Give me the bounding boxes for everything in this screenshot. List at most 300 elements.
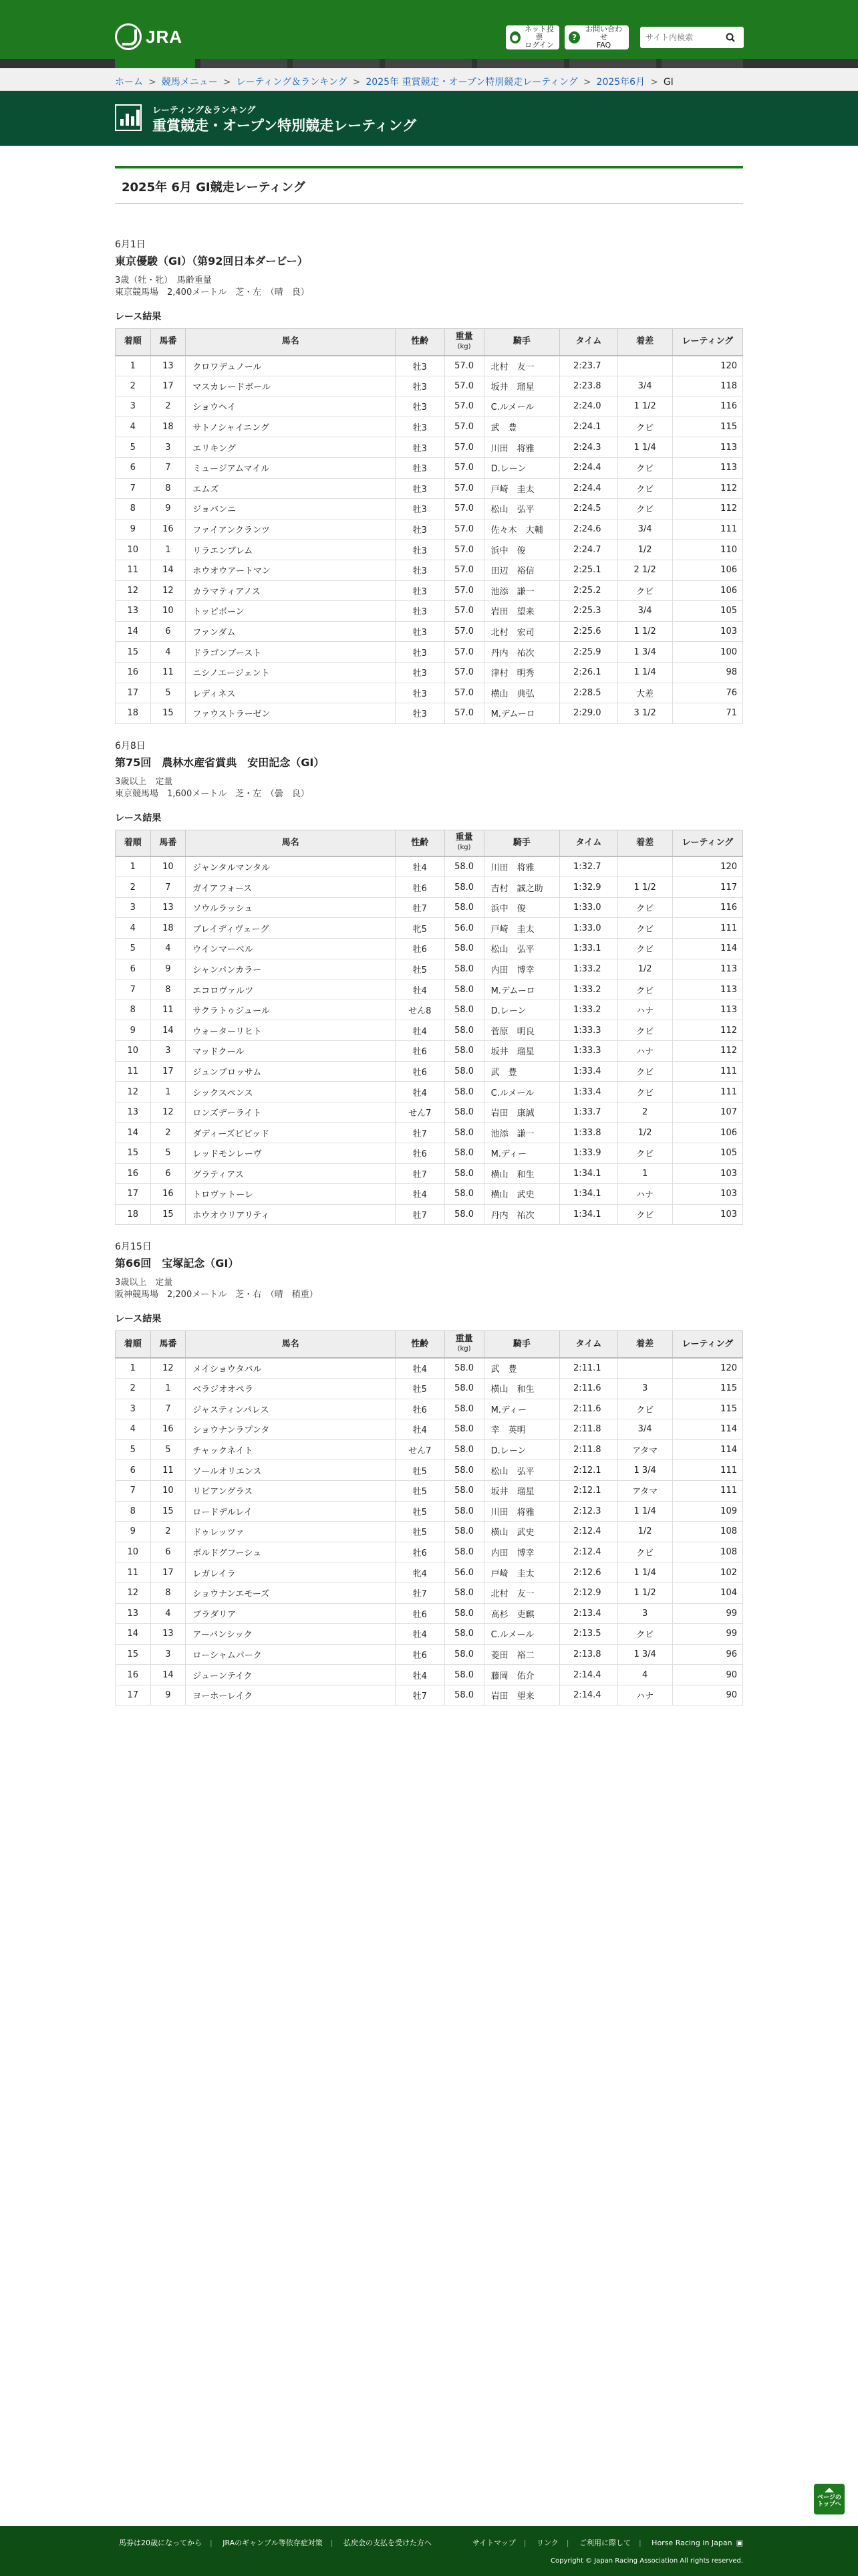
table-cell: クビ (617, 1061, 672, 1082)
horse-name-cell: ニシノエージェント (186, 662, 396, 683)
table-cell: 牡3 (395, 580, 444, 601)
table-cell: 2:11.8 (560, 1439, 617, 1460)
footer-link-gambling[interactable]: JRAのギャンブル等依存症対策 (223, 2539, 323, 2547)
table-cell: 58.0 (444, 1000, 484, 1020)
table-cell: 2:24.4 (560, 478, 617, 499)
horse-name-cell: ファンダム (186, 621, 396, 642)
horse-name-cell: エコロヴァルツ (186, 979, 396, 1000)
table-row (116, 1358, 743, 1379)
horse-name-cell: ガイアフォース (186, 877, 396, 898)
table-cell: 9 (150, 1685, 186, 1706)
table-cell: 8 (150, 1583, 186, 1603)
col-header-name: 馬名 (186, 1331, 396, 1358)
horse-name-cell: クロワデュノール (186, 356, 396, 376)
results-label: レース結果 (115, 1314, 162, 1325)
col-header-jockey: 騎手 (484, 830, 560, 856)
table-cell: 15 (150, 703, 186, 724)
table-cell: 1 (617, 1163, 672, 1184)
table-cell: 16 (150, 1419, 186, 1440)
table-cell: 58.0 (444, 1020, 484, 1041)
table-row (116, 1204, 743, 1225)
jockey-cell: 横山 典弘 (484, 683, 560, 703)
table-cell: 58.0 (444, 1102, 484, 1123)
table-cell: 7 (150, 877, 186, 898)
table-cell: 1:33.4 (560, 1061, 617, 1082)
table-cell: 4 (617, 1665, 672, 1685)
table-cell: 牡3 (395, 478, 444, 499)
table-cell: 111 (672, 1082, 742, 1102)
breadcrumb-separator: > (223, 77, 231, 88)
horse-name-cell: レガレイラ (186, 1562, 396, 1583)
table-cell: 2:24.6 (560, 519, 617, 540)
footer-link-links[interactable]: リンク (536, 2539, 559, 2547)
col-weight-unit: (kg) (457, 1345, 471, 1353)
breadcrumb-june[interactable]: 2025年6月 (596, 77, 646, 88)
table-cell: 57.0 (444, 662, 484, 683)
table-cell: クビ (617, 1542, 672, 1562)
horse-name-cell: ショウヘイ (186, 396, 396, 417)
table-header-row (116, 830, 743, 856)
table-cell: 17 (150, 1061, 186, 1082)
table-row (116, 437, 743, 458)
table-cell: 牡4 (395, 1020, 444, 1041)
table-row (116, 560, 743, 580)
breadcrumb-menu[interactable]: 競馬メニュー (161, 77, 218, 88)
table-row (116, 1378, 743, 1399)
table-cell: 1:33.3 (560, 1020, 617, 1041)
col-header-jockey: 騎手 (484, 329, 560, 356)
table-cell: 14 (150, 560, 186, 580)
page-top-button[interactable] (814, 2484, 845, 2514)
table-cell: 58.0 (444, 897, 484, 918)
table-cell: 12 (116, 1082, 151, 1102)
table-cell: 牡3 (395, 703, 444, 724)
col-header-horse-no: 馬番 (150, 830, 186, 856)
table-cell: 1 1/2 (617, 621, 672, 642)
table-cell: 1:33.1 (560, 939, 617, 959)
table-cell: クビ (617, 457, 672, 478)
table-cell: 58.0 (444, 1542, 484, 1562)
table-cell: 7 (150, 1399, 186, 1419)
table-cell: 57.0 (444, 601, 484, 622)
table-cell: 牝4 (395, 1562, 444, 1583)
table-cell: 2 (150, 1522, 186, 1542)
table-cell: 109 (672, 1501, 742, 1522)
table-cell: 1:33.2 (560, 1000, 617, 1020)
horse-name-cell: エムズ (186, 478, 396, 499)
table-row (116, 1439, 743, 1460)
table-row (116, 1501, 743, 1522)
table-cell: 牡7 (395, 1583, 444, 1603)
horse-name-cell: ホウオウリアリティ (186, 1204, 396, 1225)
faq-label-2: FAQ (596, 41, 611, 49)
table-cell: 104 (672, 1583, 742, 1603)
table-cell: 牡4 (395, 1082, 444, 1102)
table-cell: 116 (672, 396, 742, 417)
table-cell: クビ (617, 1082, 672, 1102)
table-cell: 7 (116, 1480, 151, 1501)
table-cell: 103 (672, 1204, 742, 1225)
nav-tab[interactable] (569, 59, 656, 68)
table-cell: 牡3 (395, 356, 444, 376)
table-cell: 14 (116, 621, 151, 642)
race-section (115, 739, 743, 1225)
breadcrumb-rating-2025[interactable]: 2025年 重賞競走・オープン特別競走レーティング (366, 77, 578, 88)
breadcrumb-separator: > (148, 77, 156, 88)
col-header-sex-age: 性齢 (395, 830, 444, 856)
table-row (116, 356, 743, 376)
horse-name-cell: ファウストラーゼン (186, 703, 396, 724)
table-cell: 1:33.4 (560, 1082, 617, 1102)
banner-subtitle: レーティング＆ランキング (152, 106, 256, 116)
horse-name-cell: ロードデルレイ (186, 1501, 396, 1522)
jockey-cell: 池添 謙一 (484, 1123, 560, 1143)
col-header-margin: 着差 (617, 1331, 672, 1358)
horse-name-cell: ダディーズビビッド (186, 1123, 396, 1143)
race-date: 6月8日 (115, 740, 146, 751)
table-cell: 17 (116, 1184, 151, 1205)
horse-name-cell: マッドクール (186, 1041, 396, 1062)
col-weight-label: 重量 (455, 832, 473, 843)
table-row (116, 683, 743, 703)
table-cell: 1 1/4 (617, 1501, 672, 1522)
table-cell: 1:32.7 (560, 856, 617, 877)
table-cell: 牡3 (395, 662, 444, 683)
table-cell: 牡3 (395, 642, 444, 663)
table-cell: 1 3/4 (617, 642, 672, 663)
col-weight-unit: (kg) (457, 844, 471, 852)
search-input[interactable] (640, 27, 720, 47)
table-cell: 3 (150, 1041, 186, 1062)
table-cell: 牡7 (395, 1204, 444, 1225)
jockey-cell: 佐々木 大輔 (484, 519, 560, 540)
table-cell: 5 (116, 1439, 151, 1460)
table-row (116, 877, 743, 898)
race-section (115, 237, 743, 724)
nav-tab[interactable] (385, 59, 472, 68)
table-cell: 11 (150, 662, 186, 683)
horse-name-cell: ドゥレッツァ (186, 1522, 396, 1542)
jockey-cell: 丹内 祐次 (484, 642, 560, 663)
jockey-cell: 岩田 望来 (484, 601, 560, 622)
table-cell: 牡3 (395, 519, 444, 540)
col-header-sex-age: 性齢 (395, 1331, 444, 1358)
table-cell: 113 (672, 1000, 742, 1020)
race-condition-2: 阪神競馬場 2,200メートル 芝・右 （晴 稍重） (115, 1290, 318, 1300)
col-header-rating: レーティング (672, 830, 742, 856)
horse-name-cell: サトノシャイニング (186, 417, 396, 437)
table-row (116, 1184, 743, 1205)
table-cell: 58.0 (444, 877, 484, 898)
jockey-cell: 浜中 俊 (484, 540, 560, 560)
table-cell: 2:24.5 (560, 499, 617, 519)
table-row (116, 959, 743, 979)
table-cell: 58.0 (444, 1041, 484, 1062)
table-cell: 17 (150, 376, 186, 396)
table-cell: 12 (150, 580, 186, 601)
table-cell: 103 (672, 1184, 742, 1205)
table-cell: 106 (672, 580, 742, 601)
footer-link-payout[interactable]: 払戻金の支払を受けた方へ (343, 2539, 432, 2547)
jockey-cell: 菱田 裕二 (484, 1644, 560, 1665)
jockey-cell: 内田 博幸 (484, 1542, 560, 1562)
table-cell: 13 (150, 897, 186, 918)
table-cell: 牡4 (395, 1419, 444, 1440)
table-cell: 1 1/4 (617, 1562, 672, 1583)
nav-tab[interactable] (293, 59, 380, 68)
horse-name-cell: ローシャムパーク (186, 1644, 396, 1665)
table-cell: 7 (150, 457, 186, 478)
table-cell: 56.0 (444, 918, 484, 939)
horse-name-cell: ソールオリエンス (186, 1460, 396, 1481)
table-cell: 57.0 (444, 356, 484, 376)
table-cell: 9 (150, 959, 186, 979)
table-cell: 12 (150, 1358, 186, 1379)
table-cell: 1 3/4 (617, 1460, 672, 1481)
table-cell: 1 1/2 (617, 1583, 672, 1603)
table-cell: 12 (150, 1102, 186, 1123)
jockey-cell: 藤岡 佑介 (484, 1665, 560, 1685)
table-cell: 1:33.0 (560, 918, 617, 939)
table-cell: 牡3 (395, 396, 444, 417)
table-cell: 9 (150, 499, 186, 519)
table-cell: アタマ (617, 1480, 672, 1501)
footer-link-age[interactable]: 馬券は20歳になってから (119, 2539, 202, 2547)
table-cell: 牡4 (395, 1665, 444, 1685)
table-row (116, 1041, 743, 1062)
col-weight-unit: (kg) (457, 342, 471, 350)
bar-chart-icon (115, 104, 142, 131)
jockey-cell: 戸崎 圭太 (484, 478, 560, 499)
net-vote-login-button[interactable] (506, 25, 559, 49)
table-cell: 10 (116, 1542, 151, 1562)
table-cell: 58.0 (444, 1123, 484, 1143)
table-cell: 105 (672, 1143, 742, 1164)
table-cell: 12 (116, 580, 151, 601)
jockey-cell: 川田 将雅 (484, 856, 560, 877)
horse-name-cell: ロンズデーライト (186, 1102, 396, 1123)
login-label-2: ログイン (525, 41, 554, 49)
table-cell: 2:12.3 (560, 1501, 617, 1522)
table-row (116, 478, 743, 499)
horse-name-cell: マスカレードボール (186, 376, 396, 396)
table-cell: 16 (116, 662, 151, 683)
table-cell: 14 (150, 1020, 186, 1041)
table-cell: 115 (672, 1378, 742, 1399)
table-cell: 牡5 (395, 959, 444, 979)
table-cell: 1 (150, 1378, 186, 1399)
table-cell: 10 (150, 856, 186, 877)
jockey-cell: M.デムーロ (484, 703, 560, 724)
footer-link-terms[interactable]: ご利用に際して (579, 2539, 631, 2547)
table-cell: 牡3 (395, 540, 444, 560)
breadcrumb-ranking[interactable]: レーティング＆ランキング (236, 77, 347, 88)
jockey-cell: 横山 武史 (484, 1184, 560, 1205)
table-row (116, 396, 743, 417)
table-cell: 9 (116, 1522, 151, 1542)
table-cell: せん7 (395, 1102, 444, 1123)
table-cell: 3/4 (617, 376, 672, 396)
table-cell: 4 (116, 1419, 151, 1440)
table-row (116, 979, 743, 1000)
table-cell: 15 (150, 1204, 186, 1225)
horse-name-cell: ドラゴンブースト (186, 642, 396, 663)
table-cell: 3 (150, 437, 186, 458)
nav-tab-active[interactable] (115, 59, 195, 68)
table-cell: 牡3 (395, 499, 444, 519)
jockey-cell: 坂井 瑠星 (484, 376, 560, 396)
table-row (116, 1061, 743, 1082)
jockey-cell: C.ルメール (484, 1082, 560, 1102)
table-cell: 2:13.5 (560, 1624, 617, 1645)
horse-name-cell: ブレイディヴェーグ (186, 918, 396, 939)
table-cell: 1 1/4 (617, 437, 672, 458)
table-cell: 8 (150, 979, 186, 1000)
horse-name-cell: ショウナンエモーズ (186, 1583, 396, 1603)
table-cell: 111 (672, 1460, 742, 1481)
table-row (116, 662, 743, 683)
search-icon[interactable] (720, 27, 740, 47)
table-cell: 111 (672, 1480, 742, 1501)
table-cell: 2 (116, 376, 151, 396)
table-cell: 2:24.4 (560, 457, 617, 478)
table-cell: 3/4 (617, 519, 672, 540)
table-cell: 107 (672, 1102, 742, 1123)
jockey-cell: 松山 弘平 (484, 939, 560, 959)
table-cell: 57.0 (444, 478, 484, 499)
table-cell: 58.0 (444, 1358, 484, 1379)
jockey-cell: M.ディー (484, 1399, 560, 1419)
table-cell: 7 (116, 979, 151, 1000)
table-cell: 3 1/2 (617, 703, 672, 724)
table-cell: 58.0 (444, 1419, 484, 1440)
table-cell: 3 (116, 396, 151, 417)
table-cell: 115 (672, 1399, 742, 1419)
jockey-cell: 横山 和生 (484, 1163, 560, 1184)
col-header-name: 馬名 (186, 329, 396, 356)
table-cell: 111 (672, 918, 742, 939)
table-row (116, 1665, 743, 1685)
table-cell: 117 (672, 877, 742, 898)
jra-logo[interactable] (115, 23, 182, 50)
col-header-name: 馬名 (186, 830, 396, 856)
horse-name-cell: ブラダリア (186, 1603, 396, 1624)
site-header (0, 0, 858, 59)
nav-tab[interactable] (662, 59, 743, 68)
table-cell: 56.0 (444, 1562, 484, 1583)
table-cell: 2:12.9 (560, 1583, 617, 1603)
col-header-weight (444, 329, 484, 356)
table-cell: 17 (116, 1685, 151, 1706)
table-cell: 2:24.0 (560, 396, 617, 417)
jockey-cell: M.デムーロ (484, 979, 560, 1000)
horse-name-cell: チャックネイト (186, 1439, 396, 1460)
table-row (116, 1102, 743, 1123)
table-cell: 9 (116, 519, 151, 540)
table-cell: 2:12.6 (560, 1562, 617, 1583)
table-cell: 116 (672, 897, 742, 918)
table-cell: 2 (150, 1123, 186, 1143)
site-search (640, 27, 744, 48)
table-cell: 2:28.5 (560, 683, 617, 703)
footer-link-sitemap[interactable]: サイトマップ (472, 2539, 516, 2547)
table-cell: 1 1/2 (617, 877, 672, 898)
table-cell: 11 (150, 1460, 186, 1481)
table-cell: 6 (116, 959, 151, 979)
horse-name-cell: ウインマーベル (186, 939, 396, 959)
table-cell: 2:26.1 (560, 662, 617, 683)
jockey-cell: 田辺 裕信 (484, 560, 560, 580)
horse-name-cell: ファイアンクランツ (186, 519, 396, 540)
col-header-frame: 着順 (116, 329, 151, 356)
table-cell (617, 856, 672, 877)
table-cell: 3 (617, 1378, 672, 1399)
faq-button[interactable] (565, 25, 629, 49)
table-cell: 58.0 (444, 979, 484, 1000)
race-condition-2: 東京競馬場 1,600メートル 芝・左 （曇 良） (115, 788, 309, 799)
table-cell: 牡4 (395, 856, 444, 877)
table-cell: 58.0 (444, 1644, 484, 1665)
table-cell: 2:25.3 (560, 601, 617, 622)
page-title: 2025年 6月 GI競走レーティング (115, 166, 743, 204)
table-row (116, 376, 743, 396)
question-icon: ? (569, 31, 580, 43)
table-cell: 58.0 (444, 856, 484, 877)
table-cell: 10 (116, 1041, 151, 1062)
table-cell: 114 (672, 1419, 742, 1440)
table-cell: 2:25.1 (560, 560, 617, 580)
table-cell: 90 (672, 1665, 742, 1685)
jockey-cell: 武 豊 (484, 1061, 560, 1082)
table-row (116, 1000, 743, 1020)
table-cell: 5 (150, 1143, 186, 1164)
table-cell: 113 (672, 959, 742, 979)
race-date: 6月15日 (115, 1242, 152, 1253)
table-cell: 57.0 (444, 417, 484, 437)
table-cell: 3 (116, 897, 151, 918)
footer-link-english[interactable]: Horse Racing in Japan (652, 2539, 732, 2547)
table-cell: 牡5 (395, 1378, 444, 1399)
table-cell: 58.0 (444, 1378, 484, 1399)
table-cell: 58.0 (444, 1061, 484, 1082)
table-cell: クビ (617, 478, 672, 499)
jra-logo-icon (115, 23, 142, 50)
table-cell: 3 (150, 1644, 186, 1665)
race-date: 6月1日 (115, 239, 146, 250)
jockey-cell: C.ルメール (484, 1624, 560, 1645)
race-name: 第66回 宝塚記念（GI） (115, 1257, 239, 1270)
nav-tab[interactable] (200, 59, 287, 68)
table-cell: 牡7 (395, 1685, 444, 1706)
table-cell: 6 (150, 621, 186, 642)
breadcrumb-home[interactable]: ホーム (115, 77, 143, 88)
table-cell: クビ (617, 1624, 672, 1645)
table-cell: 1:33.2 (560, 959, 617, 979)
table-cell: 牡4 (395, 979, 444, 1000)
table-cell: 2:25.6 (560, 621, 617, 642)
table-row (116, 499, 743, 519)
table-row (116, 642, 743, 663)
horse-name-cell: ジャスティンパレス (186, 1399, 396, 1419)
table-row (116, 457, 743, 478)
table-cell: 牡6 (395, 1061, 444, 1082)
table-cell: 牡3 (395, 457, 444, 478)
table-row (116, 1542, 743, 1562)
nav-tab[interactable] (477, 59, 564, 68)
table-cell: 115 (672, 417, 742, 437)
col-header-frame: 着順 (116, 1331, 151, 1358)
table-cell: 111 (672, 519, 742, 540)
